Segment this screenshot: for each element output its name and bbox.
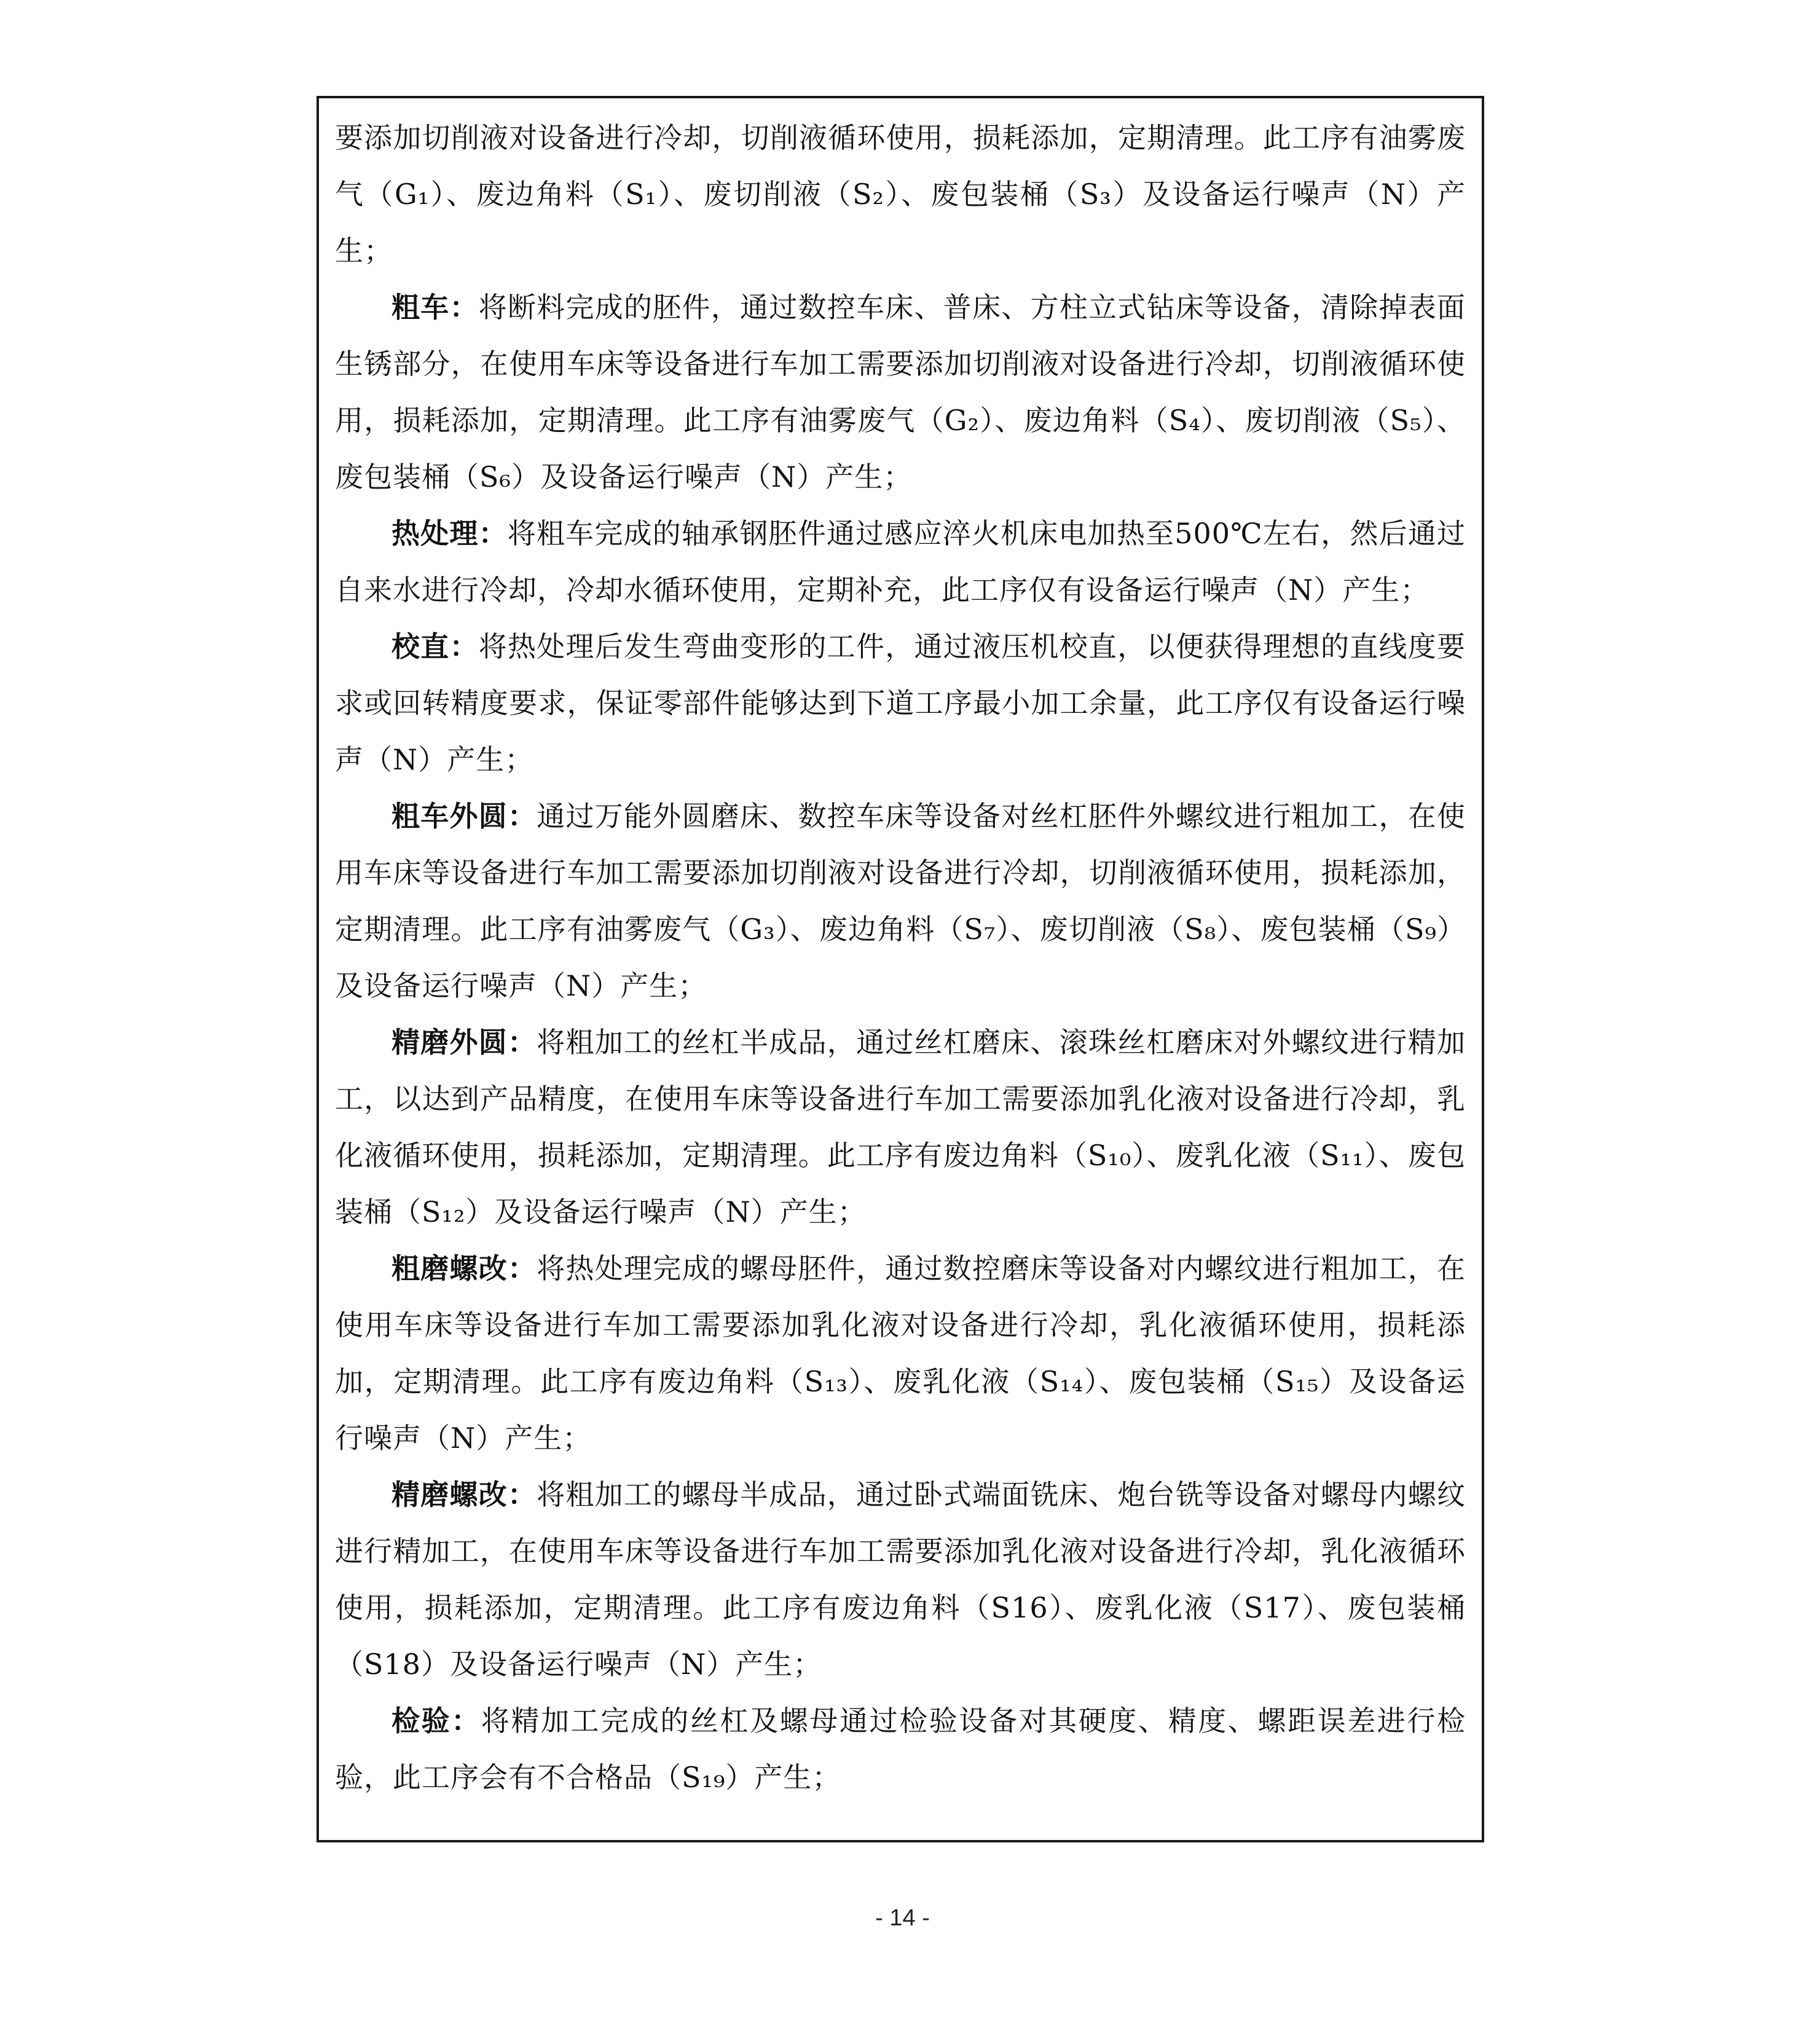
process-term: 精磨外圆： [391, 1026, 537, 1059]
process-term: 粗磨螺改： [391, 1252, 537, 1285]
paragraph-text: 要添加切削液对设备进行冷却，切削液循环使用，损耗添加，定期清理。此工序有油雾废气（G₁）、废边角料（S₁）、废切削液（S₂）、废包装桶（S₃）及设备运行噪声（N）产生； [335, 121, 1466, 267]
paragraph-rough-nut-grinding [335, 1240, 1466, 1466]
paragraph-text: 通过万能外圆磨床、数控车床等设备对丝杠胚件外螺纹进行粗加工，在使用车床等设备进行车加工需要添加切削液对设备进行冷却，切削液循环使用，损耗添加，定期清理。此工序有油雾废气（G₃）、废边角料（S₇）、废切削液（S₈）、废包装桶（S₉）及设备运行噪声（N）产生； [335, 800, 1466, 1002]
paragraph-rough-outer-turning [335, 788, 1466, 1014]
process-term: 热处理： [391, 517, 508, 550]
page-number: - 14 - [875, 1905, 930, 1931]
paragraph-text: 将粗车完成的轴承钢胚件通过感应淬火机床电加热至500℃左右，然后通过自来水进行冷却，冷却水循环使用，定期补充，此工序仅有设备运行噪声（N）产生； [335, 517, 1466, 607]
paragraph-fine-outer-grinding [335, 1014, 1466, 1240]
paragraph-text: 将热处理完成的螺母胚件，通过数控磨床等设备对内螺纹进行粗加工，在使用车床等设备进行车加工需要添加乳化液对设备进行冷却，乳化液循环使用，损耗添加，定期清理。此工序有废边角料（S₁₃）、废乳化液（S₁₄）、废包装桶（S₁₅）及设备运行噪声（N）产生； [335, 1252, 1466, 1455]
paragraph-text: 将粗加工的螺母半成品，通过卧式端面铣床、炮台铣等设备对螺母内螺纹进行精加工，在使用车床等设备进行车加工需要添加乳化液对设备进行冷却，乳化液循环使用，损耗添加，定期清理。此工序有废边角料（S16）、废乳化液（S17）、废包装桶（S18）及设备运行噪声（N）产生； [335, 1478, 1466, 1681]
paragraph-heat-treatment [335, 505, 1466, 618]
paragraph-inspection [335, 1692, 1466, 1806]
process-term: 检验： [391, 1704, 481, 1737]
process-term: 粗车外圆： [391, 800, 537, 833]
paragraph-rough-turning [335, 279, 1466, 505]
paragraph-straightening [335, 618, 1466, 788]
process-term: 粗车： [391, 291, 479, 324]
process-description-box [317, 96, 1484, 1842]
paragraph-cutting-continued [335, 109, 1466, 279]
paragraph-text: 将断料完成的胚件，通过数控车床、普床、方柱立式钻床等设备，清除掉表面生锈部分，在使用车床等设备进行车加工需要添加切削液对设备进行冷却，切削液循环使用，损耗添加，定期清理。此工序有油雾废气（G₂）、废边角料（S₄）、废切削液（S₅）、废包装桶（S₆）及设备运行噪声（N）产生； [335, 291, 1466, 493]
process-term: 校直： [391, 630, 479, 663]
paragraph-text: 将精加工完成的丝杠及螺母通过检验设备对其硬度、精度、螺距误差进行检验，此工序会有不合格品（S₁₉）产生； [335, 1704, 1466, 1794]
paragraph-text: 将粗加工的丝杠半成品，通过丝杠磨床、滚珠丝杠磨床对外螺纹进行精加工，以达到产品精度，在使用车床等设备进行车加工需要添加乳化液对设备进行冷却，乳化液循环使用，损耗添加，定期清理。此工序有废边角料（S₁₀）、废乳化液（S₁₁）、废包装桶（S₁₂）及设备运行噪声（N）产生； [335, 1026, 1466, 1228]
paragraph-text: 将热处理后发生弯曲变形的工件，通过液压机校直，以便获得理想的直线度要求或回转精度要求，保证零部件能够达到下道工序最小加工余量，此工序仅有设备运行噪声（N）产生； [335, 630, 1466, 776]
process-term: 精磨螺改： [391, 1478, 537, 1511]
paragraph-fine-nut-grinding [335, 1466, 1466, 1692]
